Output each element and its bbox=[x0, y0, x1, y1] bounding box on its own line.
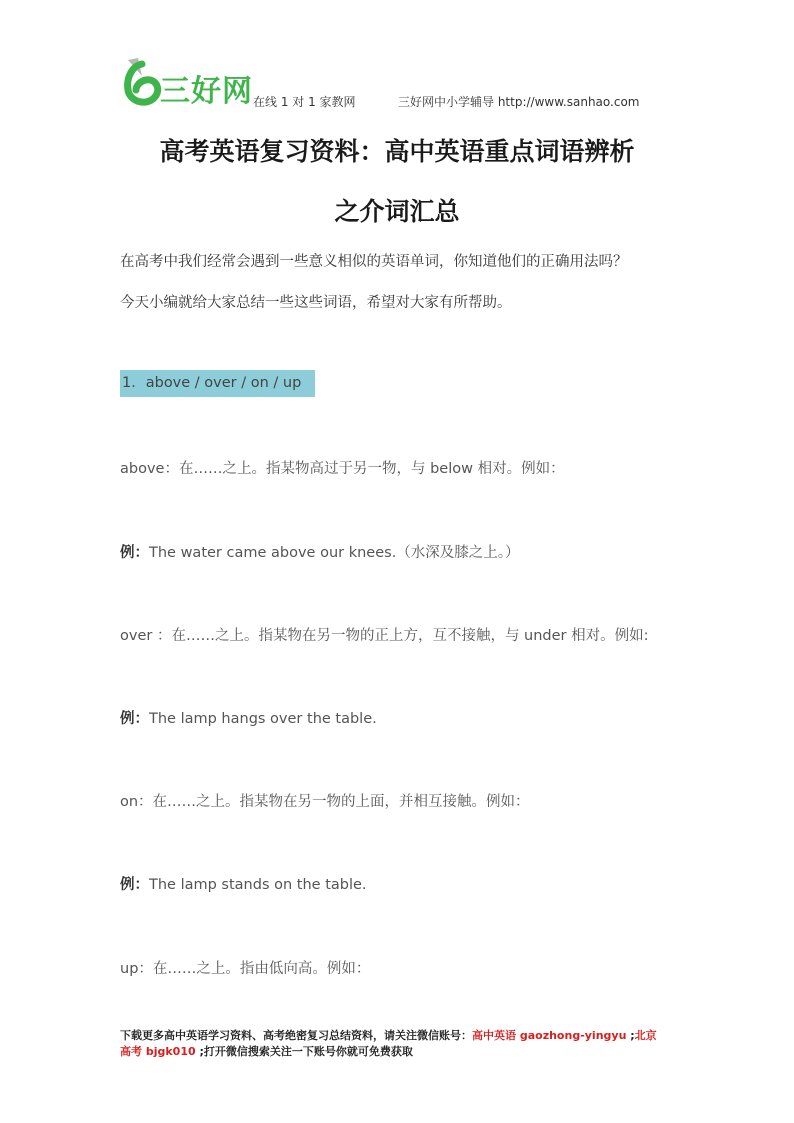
footer-account2-name: 高考 bbox=[120, 1045, 142, 1058]
over-example bbox=[120, 707, 377, 728]
footer-account2-id: bjgk010 bbox=[145, 1045, 196, 1058]
logo-text: 三好网 bbox=[160, 74, 253, 109]
up-definition: up：在……之上。指由低向高。例如： bbox=[120, 961, 371, 977]
section-heading: 1．above / over / on / up bbox=[120, 370, 315, 397]
footer-line1 bbox=[120, 1027, 657, 1043]
header-site-link[interactable]: 三好网中小学辅导 http://www.sanhao.com bbox=[398, 95, 640, 109]
on-example-text: The lamp stands on the table. bbox=[149, 877, 367, 893]
footer-text: 下载更多高中英语学习资料、高考绝密复习总结资料，请关注微信账号： bbox=[120, 1029, 472, 1042]
intro-paragraph-line1: 在高考中我们经常会遇到一些意义相似的英语单词，你知道他们的正确用法吗？ bbox=[120, 254, 628, 270]
above-definition: above：在……之上。指某物高过于另一物，与 below 相对。例如： bbox=[120, 461, 565, 477]
above-example-text: The water came above our knees.（水深及膝之上。） bbox=[149, 545, 520, 561]
intro-paragraph-line2: 今天小编就给大家总结一些这些词语，希望对大家有所帮助。 bbox=[120, 295, 512, 311]
example-label: 例： bbox=[120, 877, 149, 893]
footer-text2: ;打开微信搜索关注一下账号你就可免费获取 bbox=[195, 1045, 413, 1058]
example-label: 例： bbox=[120, 545, 149, 561]
on-definition: on：在……之上。指某物在另一物的上面，并相互接触。例如： bbox=[120, 794, 530, 810]
header-tagline: 在线 1 对 1 家教网 bbox=[253, 95, 356, 109]
example-label: 例： bbox=[120, 711, 149, 727]
footer-account2-name-part: 北京 bbox=[634, 1029, 657, 1042]
footer-account-name: 高中英语 bbox=[472, 1029, 516, 1042]
footer-account-id: gaozhong-yingyu bbox=[519, 1029, 627, 1042]
page-title-line2: 之介词汇总 bbox=[334, 197, 460, 226]
footer-line2 bbox=[120, 1043, 413, 1059]
over-example-text: The lamp hangs over the table. bbox=[149, 711, 377, 727]
above-example bbox=[120, 541, 520, 562]
on-example bbox=[120, 873, 367, 894]
footer-separator: ; bbox=[626, 1029, 635, 1042]
page-title-line1: 高考英语复习资料：高中英语重点词语辨析 bbox=[159, 137, 635, 166]
over-definition: over ：在……之上。指某物在另一物的正上方，互不接触，与 under 相对。例如: bbox=[120, 628, 649, 644]
